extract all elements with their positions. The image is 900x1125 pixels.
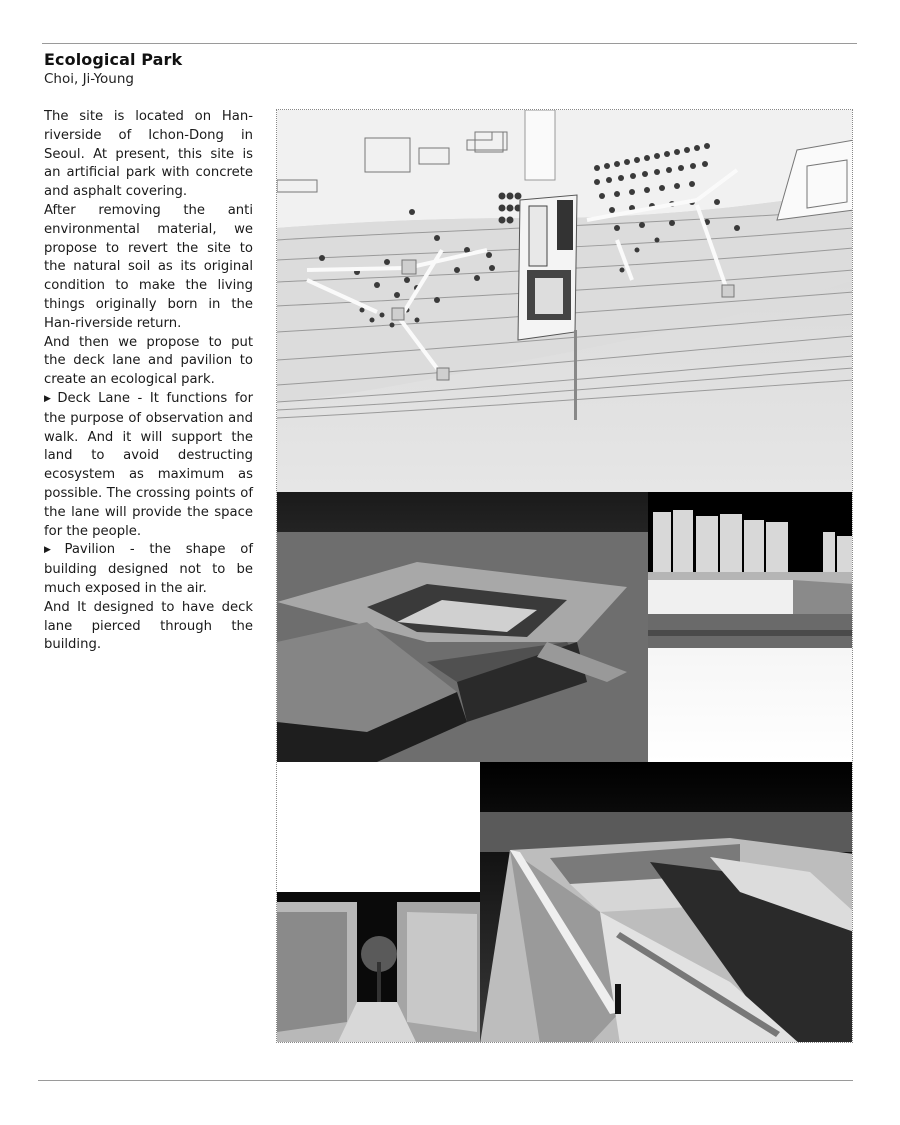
paragraph-proposal: And then we propose to put the deck lane and pavilion to create an ecological park.	[44, 334, 253, 388]
deck-lane-render	[480, 762, 853, 1043]
page-title: Ecological Park	[44, 50, 183, 69]
paragraph-pavilion	[44, 541, 253, 598]
paragraph-pierced: And It designed to have deck lane pierced through the building.	[44, 599, 253, 653]
deck-lane-text: Deck Lane - It functions for the purpose of observation and walk. And it will support the land to avoid destructing ecosystem as maximum as possible. The crossing points of the lane will provide the space for the people.	[44, 390, 254, 539]
passage-render	[277, 892, 480, 1043]
blank-white-panel	[277, 762, 480, 892]
blank-gradient-panel	[648, 648, 853, 762]
bullet-icon: ▶	[44, 393, 55, 404]
description-text	[44, 108, 253, 655]
top-rule	[42, 43, 857, 44]
bullet-icon: ▶	[44, 545, 62, 556]
author-name: Choi, Ji-Young	[44, 71, 134, 87]
pavilion-text: Pavilion - the shape of building designed not to be much exposed in the air.	[44, 542, 253, 596]
paragraph-removal: After removing the anti environmental material, we propose to revert the site to the natural soil as its original condition to make the living things originally born in the Han-riverside return.	[44, 202, 253, 331]
site-plan-image	[277, 110, 853, 492]
city-skyline-render	[648, 492, 853, 648]
paragraph-site: The site is located on Han-riverside of Ichon-Dong in Seoul. At present, this site is an artificial park with concrete and asphalt covering.	[44, 109, 253, 200]
bottom-rule	[38, 1080, 853, 1081]
pavilion-aerial-render	[277, 492, 648, 762]
paragraph-deck-lane	[44, 390, 253, 541]
image-board	[276, 109, 853, 1043]
